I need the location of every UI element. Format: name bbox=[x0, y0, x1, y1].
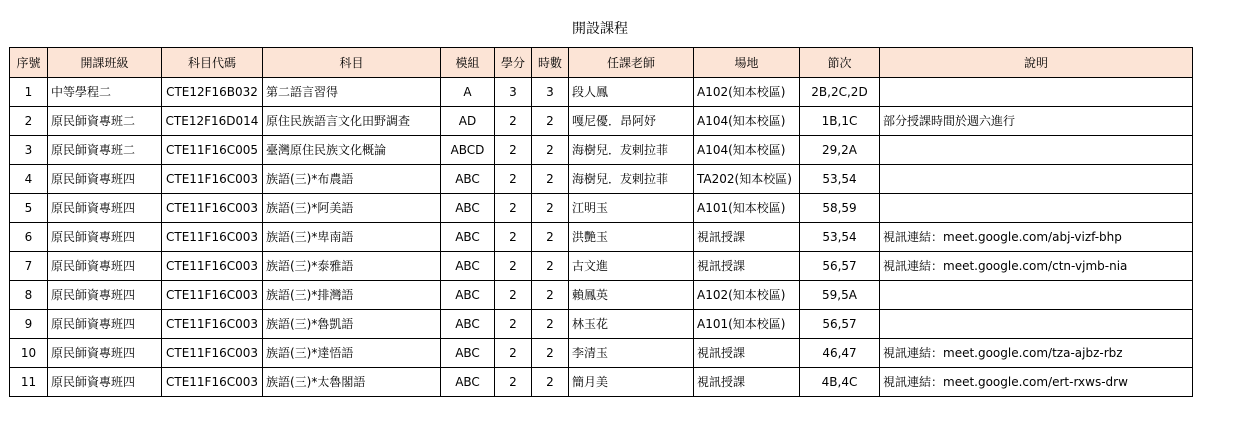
table-row bbox=[10, 281, 1193, 310]
cell-hours: 2 bbox=[532, 165, 569, 194]
cell-hours: 2 bbox=[532, 107, 569, 136]
cell-module: ABC bbox=[441, 310, 495, 339]
cell-code: CTE11F16C005 bbox=[162, 136, 263, 165]
cell-period: 29,2A bbox=[800, 136, 880, 165]
cell-module: ABC bbox=[441, 368, 495, 397]
cell-code: CTE11F16C003 bbox=[162, 368, 263, 397]
cell-teacher: 海樹兒．犮剌拉菲 bbox=[569, 165, 694, 194]
cell-seq: 9 bbox=[10, 310, 48, 339]
table-row bbox=[10, 368, 1193, 397]
table-row bbox=[10, 78, 1193, 107]
cell-period: 59,5A bbox=[800, 281, 880, 310]
cell-subject: 原住民族語言文化田野調查 bbox=[263, 107, 441, 136]
cell-period: 4B,4C bbox=[800, 368, 880, 397]
cell-note: 視訊連結：meet.google.com/ctn-vjmb-nia bbox=[880, 252, 1193, 281]
cell-class: 原民師資專班四 bbox=[48, 223, 162, 252]
header-seq: 序號 bbox=[10, 48, 48, 78]
cell-subject: 族語(三)*達悟語 bbox=[263, 339, 441, 368]
cell-seq: 8 bbox=[10, 281, 48, 310]
header-module: 模組 bbox=[441, 48, 495, 78]
cell-code: CTE12F16B032 bbox=[162, 78, 263, 107]
header-row bbox=[10, 48, 1193, 78]
cell-hours: 2 bbox=[532, 194, 569, 223]
cell-venue: A102(知本校區) bbox=[694, 281, 800, 310]
cell-code: CTE11F16C003 bbox=[162, 252, 263, 281]
cell-subject: 族語(三)*阿美語 bbox=[263, 194, 441, 223]
cell-teacher: 簡月美 bbox=[569, 368, 694, 397]
cell-subject: 族語(三)*卑南語 bbox=[263, 223, 441, 252]
cell-period: 58,59 bbox=[800, 194, 880, 223]
cell-code: CTE11F16C003 bbox=[162, 223, 263, 252]
cell-period: 56,57 bbox=[800, 252, 880, 281]
cell-note: 視訊連結：meet.google.com/tza-ajbz-rbz bbox=[880, 339, 1193, 368]
cell-teacher: 段人鳳 bbox=[569, 78, 694, 107]
cell-subject: 族語(三)*布農語 bbox=[263, 165, 441, 194]
cell-venue: 視訊授課 bbox=[694, 252, 800, 281]
cell-seq: 10 bbox=[10, 339, 48, 368]
cell-hours: 2 bbox=[532, 223, 569, 252]
cell-credits: 2 bbox=[495, 252, 532, 281]
header-credits: 學分 bbox=[495, 48, 532, 78]
cell-seq: 5 bbox=[10, 194, 48, 223]
header-subject: 科目 bbox=[263, 48, 441, 78]
cell-hours: 2 bbox=[532, 339, 569, 368]
cell-hours: 3 bbox=[532, 78, 569, 107]
cell-venue: A101(知本校區) bbox=[694, 310, 800, 339]
cell-venue: 視訊授課 bbox=[694, 339, 800, 368]
cell-credits: 3 bbox=[495, 78, 532, 107]
cell-subject: 族語(三)*泰雅語 bbox=[263, 252, 441, 281]
cell-note bbox=[880, 310, 1193, 339]
course-table bbox=[9, 47, 1193, 397]
cell-class: 原民師資專班四 bbox=[48, 252, 162, 281]
cell-hours: 2 bbox=[532, 368, 569, 397]
cell-seq: 6 bbox=[10, 223, 48, 252]
table-row bbox=[10, 165, 1193, 194]
header-hours: 時數 bbox=[532, 48, 569, 78]
cell-period: 2B,2C,2D bbox=[800, 78, 880, 107]
cell-venue: A101(知本校區) bbox=[694, 194, 800, 223]
cell-class: 中等學程二 bbox=[48, 78, 162, 107]
cell-credits: 2 bbox=[495, 194, 532, 223]
cell-teacher: 洪艷玉 bbox=[569, 223, 694, 252]
cell-class: 原民師資專班四 bbox=[48, 281, 162, 310]
table-row bbox=[10, 252, 1193, 281]
cell-class: 原民師資專班四 bbox=[48, 194, 162, 223]
cell-module: AD bbox=[441, 107, 495, 136]
cell-subject: 第二語言習得 bbox=[263, 78, 441, 107]
cell-credits: 2 bbox=[495, 165, 532, 194]
cell-subject: 族語(三)*太魯閣語 bbox=[263, 368, 441, 397]
cell-teacher: 嘎尼優．昂阿妤 bbox=[569, 107, 694, 136]
cell-code: CTE11F16C003 bbox=[162, 165, 263, 194]
cell-hours: 2 bbox=[532, 252, 569, 281]
cell-credits: 2 bbox=[495, 107, 532, 136]
cell-class: 原民師資專班四 bbox=[48, 339, 162, 368]
cell-note: 視訊連結：meet.google.com/abj-vizf-bhp bbox=[880, 223, 1193, 252]
cell-teacher: 海樹兒．犮剌拉菲 bbox=[569, 136, 694, 165]
cell-credits: 2 bbox=[495, 310, 532, 339]
header-teacher: 任課老師 bbox=[569, 48, 694, 78]
cell-class: 原民師資專班四 bbox=[48, 165, 162, 194]
cell-class: 原民師資專班四 bbox=[48, 368, 162, 397]
cell-module: ABC bbox=[441, 252, 495, 281]
table-row bbox=[10, 107, 1193, 136]
cell-module: ABC bbox=[441, 223, 495, 252]
page-title: 開設課程 bbox=[572, 21, 628, 37]
cell-hours: 2 bbox=[532, 281, 569, 310]
cell-subject: 臺灣原住民族文化概論 bbox=[263, 136, 441, 165]
cell-venue: TA202(知本校區) bbox=[694, 165, 800, 194]
cell-period: 53,54 bbox=[800, 223, 880, 252]
cell-credits: 2 bbox=[495, 339, 532, 368]
cell-teacher: 林玉花 bbox=[569, 310, 694, 339]
cell-note bbox=[880, 194, 1193, 223]
cell-teacher: 賴鳳英 bbox=[569, 281, 694, 310]
table-row bbox=[10, 310, 1193, 339]
cell-seq: 2 bbox=[10, 107, 48, 136]
header-venue: 場地 bbox=[694, 48, 800, 78]
cell-venue: A102(知本校區) bbox=[694, 78, 800, 107]
cell-class: 原民師資專班二 bbox=[48, 107, 162, 136]
table-row bbox=[10, 194, 1193, 223]
cell-module: ABCD bbox=[441, 136, 495, 165]
cell-class: 原民師資專班二 bbox=[48, 136, 162, 165]
table-row bbox=[10, 223, 1193, 252]
cell-credits: 2 bbox=[495, 368, 532, 397]
cell-period: 46,47 bbox=[800, 339, 880, 368]
cell-note: 視訊連結：meet.google.com/ert-rxws-drw bbox=[880, 368, 1193, 397]
cell-seq: 7 bbox=[10, 252, 48, 281]
cell-credits: 2 bbox=[495, 223, 532, 252]
cell-teacher: 李清玉 bbox=[569, 339, 694, 368]
cell-module: A bbox=[441, 78, 495, 107]
cell-seq: 3 bbox=[10, 136, 48, 165]
header-period: 節次 bbox=[800, 48, 880, 78]
cell-hours: 2 bbox=[532, 136, 569, 165]
cell-venue: 視訊授課 bbox=[694, 368, 800, 397]
cell-note bbox=[880, 165, 1193, 194]
cell-hours: 2 bbox=[532, 310, 569, 339]
header-class: 開課班級 bbox=[48, 48, 162, 78]
header-note: 說明 bbox=[880, 48, 1193, 78]
cell-credits: 2 bbox=[495, 281, 532, 310]
cell-venue: A104(知本校區) bbox=[694, 136, 800, 165]
cell-note bbox=[880, 136, 1193, 165]
table-row bbox=[10, 339, 1193, 368]
cell-seq: 1 bbox=[10, 78, 48, 107]
table-row bbox=[10, 136, 1193, 165]
cell-module: ABC bbox=[441, 165, 495, 194]
cell-code: CTE11F16C003 bbox=[162, 281, 263, 310]
cell-note bbox=[880, 78, 1193, 107]
cell-subject: 族語(三)*排灣語 bbox=[263, 281, 441, 310]
cell-seq: 11 bbox=[10, 368, 48, 397]
cell-code: CTE11F16C003 bbox=[162, 339, 263, 368]
cell-credits: 2 bbox=[495, 136, 532, 165]
cell-venue: 視訊授課 bbox=[694, 223, 800, 252]
cell-teacher: 江明玉 bbox=[569, 194, 694, 223]
cell-period: 1B,1C bbox=[800, 107, 880, 136]
cell-module: ABC bbox=[441, 194, 495, 223]
cell-teacher: 古文進 bbox=[569, 252, 694, 281]
cell-note bbox=[880, 281, 1193, 310]
cell-period: 53,54 bbox=[800, 165, 880, 194]
cell-subject: 族語(三)*魯凱語 bbox=[263, 310, 441, 339]
cell-class: 原民師資專班四 bbox=[48, 310, 162, 339]
cell-venue: A104(知本校區) bbox=[694, 107, 800, 136]
cell-note: 部分授課時間於週六進行 bbox=[880, 107, 1193, 136]
cell-code: CTE12F16D014 bbox=[162, 107, 263, 136]
cell-code: CTE11F16C003 bbox=[162, 310, 263, 339]
cell-period: 56,57 bbox=[800, 310, 880, 339]
cell-code: CTE11F16C003 bbox=[162, 194, 263, 223]
header-code: 科目代碼 bbox=[162, 48, 263, 78]
cell-seq: 4 bbox=[10, 165, 48, 194]
cell-module: ABC bbox=[441, 281, 495, 310]
cell-module: ABC bbox=[441, 339, 495, 368]
